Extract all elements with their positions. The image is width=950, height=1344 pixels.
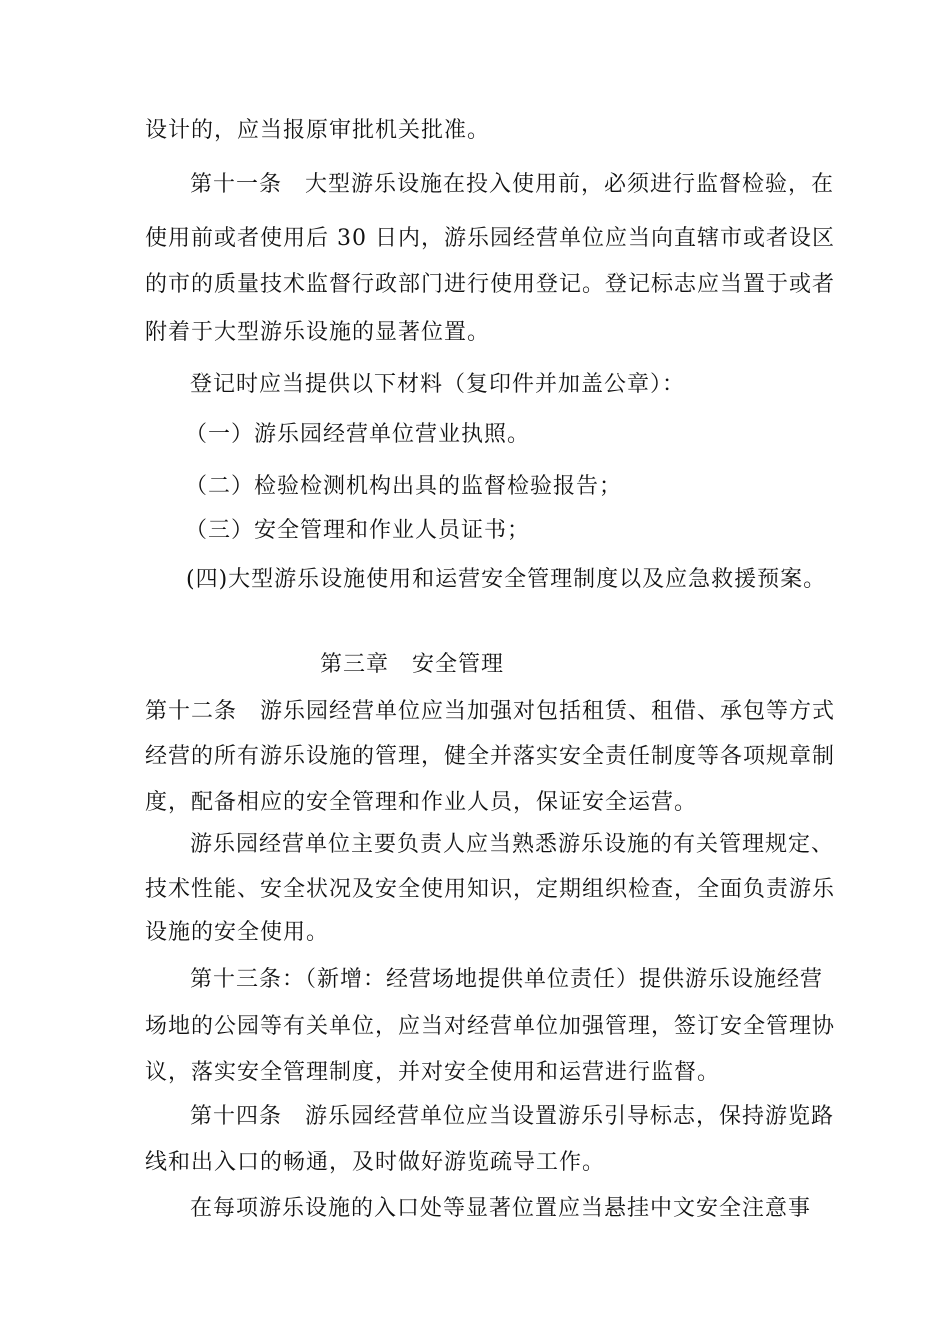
paragraph-line: 设施的安全使用。	[145, 920, 330, 945]
paragraph-line: 使用前或者使用后 30 日内，游乐园经营单位应当向直辖市或者设区	[145, 226, 835, 251]
paragraph-line: 的市的质量技术监督行政部门进行使用登记。登记标志应当置于或者	[145, 272, 836, 297]
paragraph-line: 经营的所有游乐设施的管理，健全并落实安全责任制度等各项规章制	[145, 744, 836, 769]
article-11-line: 第十一条 大型游乐设施在投入使用前，必须进行监督检验，在	[190, 172, 835, 197]
article-12-line: 第十二条 游乐园经营单位应当加强对包括租赁、租借、承包等方式	[145, 699, 836, 724]
paragraph-line: 设计的，应当报原审批机关批准。	[145, 118, 491, 143]
paragraph-line: 游乐园经营单位主要负责人应当熟悉游乐设施的有关管理规定、	[190, 832, 835, 857]
list-item: (四)大型游乐设施使用和运营安全管理制度以及应急救援预案。	[186, 567, 827, 592]
paragraph-line: 在每项游乐设施的入口处等显著位置应当悬挂中文安全注意事	[190, 1196, 812, 1221]
paragraph-line: 技术性能、安全状况及安全使用知识，定期组织检查，全面负责游乐	[145, 877, 836, 902]
paragraph-line: 场地的公园等有关单位，应当对经营单位加强管理，签订安全管理协	[145, 1014, 836, 1039]
paragraph-line: 登记时应当提供以下材料（复印件并加盖公章）：	[190, 372, 686, 397]
list-item: （三）安全管理和作业人员证书；	[185, 518, 531, 543]
paragraph-line: 议，落实安全管理制度，并对安全使用和运营进行监督。	[145, 1060, 721, 1085]
list-item: （一）游乐园经营单位营业执照。	[185, 422, 531, 447]
list-item: （二）检验检测机构出具的监督检验报告；	[185, 474, 623, 499]
paragraph-line: 线和出入口的畅通，及时做好游览疏导工作。	[145, 1150, 606, 1175]
article-14-line: 第十四条 游乐园经营单位应当设置游乐引导标志，保持游览路	[190, 1104, 835, 1129]
paragraph-line: 度，配备相应的安全管理和作业人员，保证安全运营。	[145, 790, 698, 815]
article-13-line: 第十三条：（新增：经营场地提供单位责任）提供游乐设施经营	[190, 967, 824, 992]
chapter-heading: 第三章 安全管理	[320, 652, 505, 677]
paragraph-line: 附着于大型游乐设施的显著位置。	[145, 320, 491, 345]
